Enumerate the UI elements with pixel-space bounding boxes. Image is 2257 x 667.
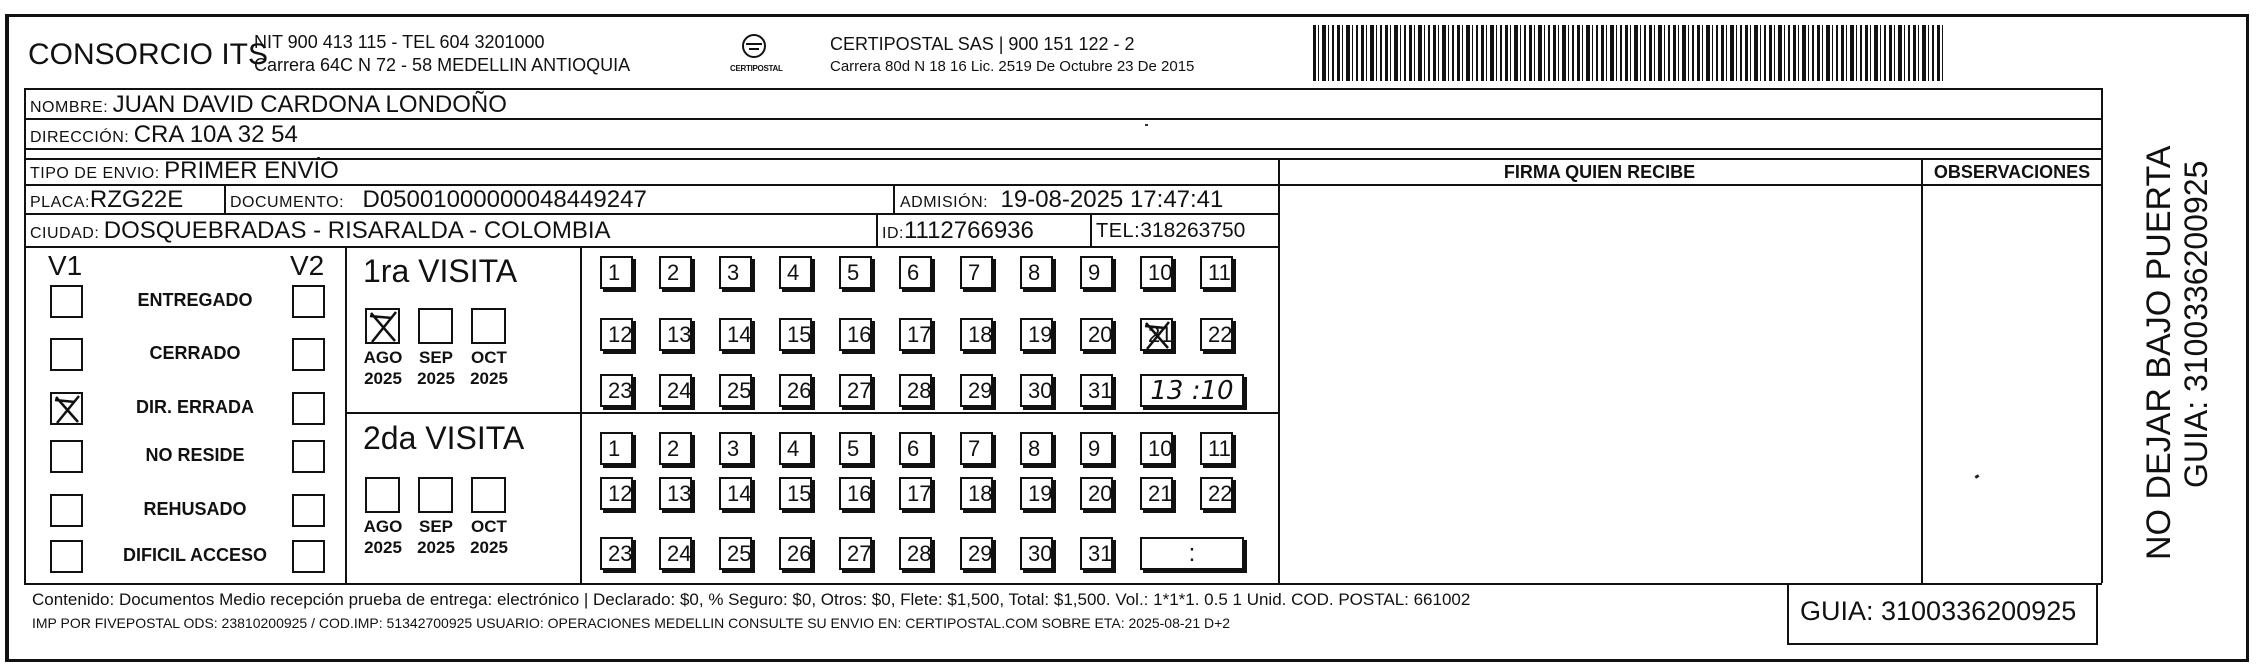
tipo-label: TIPO DE ENVIO: [30,165,160,182]
v2-checkbox-1[interactable] [292,338,325,371]
day-number: 25 [727,378,752,403]
day-number: 17 [907,322,932,347]
visit1-month-label [408,347,464,389]
month-name: SEP [418,517,454,536]
x-mark-icon [1142,320,1173,351]
visit2-day-20[interactable] [1080,477,1113,510]
day-number: 9 [1088,260,1101,285]
day-number: 21 [1148,481,1173,506]
visit2-day-10[interactable] [1140,432,1173,465]
side-warning: NO DEJAR BAJO PUERTA [2140,145,2178,560]
x-mark-icon [52,394,83,425]
month-name: AGO [363,517,403,536]
day-number: 14 [727,322,752,347]
visit1-month-checkbox-2[interactable] [471,308,506,344]
v2-checkbox-4[interactable] [292,494,325,527]
visit2-day-27[interactable] [839,537,872,570]
visit1-day-23[interactable] [600,374,633,407]
visit1-day-9[interactable] [1080,256,1113,289]
visit2-day-22[interactable] [1200,477,1233,510]
firma-header: FIRMA QUIEN RECIBE [1503,162,1696,182]
day-number: 31 [1088,541,1113,566]
visit2-day-15[interactable] [779,477,812,510]
month-name: AGO [363,348,403,367]
day-number: 11 [1208,436,1231,461]
day-number: 13 [667,322,692,347]
visit1-day-10[interactable] [1140,256,1173,289]
day-number: 13 [667,481,692,506]
day-number: 6 [907,260,920,285]
day-number: 22 [1208,481,1233,506]
pen-mark [1145,124,1148,126]
visit1-month-checkbox-0[interactable] [365,308,400,344]
visit2-day-12[interactable] [600,477,633,510]
visit1-day-6[interactable] [899,256,932,289]
visit2-day-30[interactable] [1020,537,1053,570]
tel-value: 318263750 [1140,219,1246,242]
visit2-day-11[interactable] [1200,432,1233,465]
visit2-day-18[interactable] [960,477,993,510]
visit1-day-19[interactable] [1020,318,1053,351]
visit1-day-11[interactable] [1200,256,1233,289]
day-number: 7 [968,436,981,461]
visit2-day-13[interactable] [659,477,692,510]
visit2-day-8[interactable] [1020,432,1053,465]
visit2-day-7[interactable] [960,432,993,465]
day-number: 24 [667,541,692,566]
visit1-day-12[interactable] [600,318,633,351]
visit2-day-2[interactable] [659,432,692,465]
visit2-day-3[interactable] [719,432,752,465]
certipostal-line2: Carrera 80d N 18 16 Lic. 2519 De Octubre 23 De 2015 [830,58,1195,75]
x-mark-icon [367,310,400,344]
status-label: DIFICIL ACCESO [122,545,267,565]
day-number: 19 [1028,322,1053,347]
visit1-day-21[interactable] [1140,318,1173,351]
day-number: 29 [968,378,993,403]
day-number: 1 [608,260,621,285]
admision-label: ADMISIÓN: [900,194,989,211]
id-row [882,217,1034,245]
visit1-day-2[interactable] [659,256,692,289]
nombre-row [30,91,507,119]
day-number: 26 [787,378,812,403]
visit1-day-7[interactable] [960,256,993,289]
day-number: 3 [727,260,740,285]
company-line2: Carrera 64C N 72 - 58 MEDELLIN ANTIOQUIA [254,55,631,75]
day-number: 20 [1088,322,1113,347]
ciudad-value: DOSQUEBRADAS - RISARALDA - COLOMBIA [103,217,611,244]
v2-checkbox-3[interactable] [292,440,325,473]
visit1-day-27[interactable] [839,374,872,407]
visit1-day-15[interactable] [779,318,812,351]
footer-guia: GUIA: 3100336200925 [1800,596,2077,626]
visit2-day-21[interactable] [1140,477,1173,510]
v1-checkbox-1[interactable] [50,338,83,371]
day-number: 4 [787,260,800,285]
day-number: 27 [847,378,872,403]
direccion-value: CRA 10A 32 54 [133,121,298,148]
visit1-day-18[interactable] [960,318,993,351]
visit1-title: 1ra VISITA [363,253,518,289]
visit2-day-24[interactable] [659,537,692,570]
month-year: 2025 [364,369,402,388]
documento-label: DOCUMENTO: [230,194,345,211]
day-number: 4 [787,436,800,461]
documento-value: D05001000000048449247 [362,186,647,213]
observaciones-header: OBSERVACIONES [1933,162,2091,182]
visit1-day-17[interactable] [899,318,932,351]
direccion-label: DIRECCIÓN: [30,129,130,146]
visit2-day-17[interactable] [899,477,932,510]
month-name: OCT [471,348,507,367]
visit2-day-29[interactable] [960,537,993,570]
status-label: ENTREGADO [137,290,253,310]
visit1-day-24[interactable] [659,374,692,407]
visit2-month-checkbox-1[interactable] [418,477,453,513]
v1-checkbox-3[interactable] [50,440,83,473]
company-line1: NIT 900 413 115 - TEL 604 3201000 [254,32,545,52]
day-number: 15 [787,481,812,506]
v1-checkbox-4[interactable] [50,494,83,527]
status-label: REHUSADO [143,499,247,519]
day-number: 29 [968,541,993,566]
visit1-day-5[interactable] [839,256,872,289]
admision-row [900,186,1223,214]
visit1-day-20[interactable] [1080,318,1113,351]
status-label: NO RESIDE [145,445,245,465]
day-number: 30 [1028,378,1053,403]
nombre-value: JUAN DAVID CARDONA LONDOÑO [112,91,507,118]
visit1-day-14[interactable] [719,318,752,351]
visit1-day-22[interactable] [1200,318,1233,351]
visit1-month-label [461,347,517,389]
visit1-day-13[interactable] [659,318,692,351]
certipostal-line1: CERTIPOSTAL SAS | 900 151 122 - 2 [830,34,1135,54]
day-number: 12 [608,481,633,506]
month-year: 2025 [470,369,508,388]
v1-checkbox-0[interactable] [50,285,83,318]
day-number: 22 [1208,322,1233,347]
visit1-day-26[interactable] [779,374,812,407]
day-number: 8 [1028,436,1041,461]
day-number: 12 [608,322,633,347]
placa-value: RZG22E [89,186,184,213]
visit2-time-box[interactable]: : [1140,537,1244,570]
day-number: 14 [727,481,752,506]
visit2-title: 2da VISITA [363,420,525,456]
documento-row [230,186,647,214]
visit2-day-19[interactable] [1020,477,1053,510]
visit1-day-3[interactable] [719,256,752,289]
month-year: 2025 [470,538,508,557]
day-number: 18 [968,322,993,347]
v1-heading: V1 [48,250,83,281]
month-name: OCT [471,517,507,536]
day-number: 23 [608,378,633,403]
tel-label: TEL: [1096,220,1141,242]
visit1-day-31[interactable] [1080,374,1113,407]
placa-label: PLACA: [30,194,90,211]
visit2-day-26[interactable] [779,537,812,570]
visit1-day-29[interactable] [960,374,993,407]
barcode [1313,25,1945,81]
v1-checkbox-2[interactable] [50,392,83,425]
visit1-day-30[interactable] [1020,374,1053,407]
visit1-month-checkbox-1[interactable] [418,308,453,344]
day-number: 28 [907,541,932,566]
visit2-day-23[interactable] [600,537,633,570]
day-number: 20 [1088,481,1113,506]
id-value: 1112766936 [903,217,1034,244]
day-number: 2 [667,436,680,461]
day-number: 7 [968,260,981,285]
day-number: 2 [667,260,680,285]
day-number: 26 [787,541,812,566]
visit2-day-6[interactable] [899,432,932,465]
day-number: 27 [847,541,872,566]
visit2-day-9[interactable] [1080,432,1113,465]
visit1-day-25[interactable] [719,374,752,407]
day-number: 15 [787,322,812,347]
admision-value: 19-08-2025 17:47:41 [1000,186,1224,213]
v1-checkbox-5[interactable] [50,540,83,573]
day-number: 19 [1028,481,1053,506]
visit2-day-16[interactable] [839,477,872,510]
day-number: 9 [1088,436,1101,461]
day-number: 24 [667,378,692,403]
day-number: 8 [1028,260,1041,285]
day-number: 6 [907,436,920,461]
visit1-day-1[interactable] [600,256,633,289]
day-number: 10 [1148,436,1173,461]
status-label: CERRADO [149,343,241,363]
visit2-day-1[interactable] [600,432,633,465]
footer-line1: Contenido: Documentos Medio recepción prueba de entrega: electrónico | Declarado: $0, % Seguro: $0, Otros: $0, Flete: $1,500, Total: $1,500. Vol.: 1*1*1. 0.5 1 Unid. COD. POSTAL: 661002 [32,590,1471,609]
footer-line2: IMP POR FIVEPOSTAL ODS: 23810200925 / COD.IMP: 51342700925 USUARIO: OPERACIONES MEDELLIN CONSULTE SU ENVIO EN: CERTIPOSTAL.COM SOBRE ETA: 2025-08-21 D+2 [32,615,1231,631]
logo-text: CERTIPOSTAL [730,64,783,73]
visit1-day-16[interactable] [839,318,872,351]
month-year: 2025 [417,369,455,388]
visit2-month-label [461,516,517,558]
company-name: CONSORCIO ITS [28,38,269,71]
visit2-month-label [355,516,411,558]
day-number: 10 [1148,260,1173,285]
visit2-day-14[interactable] [719,477,752,510]
id-label: ID: [882,225,904,242]
visit1-day-28[interactable] [899,374,932,407]
v2-heading: V2 [290,250,325,281]
day-number: 16 [847,322,872,347]
visit1-day-4[interactable] [779,256,812,289]
day-number: 18 [968,481,993,506]
day-number: 21 [1148,322,1173,347]
day-number: 25 [727,541,752,566]
v2-checkbox-2[interactable] [292,392,325,425]
side-guia: GUIA: 3100336200925 [2178,160,2214,488]
day-number: 17 [907,481,932,506]
visit1-time-box[interactable]: 13 :10 [1140,374,1244,407]
visit2-day-5[interactable] [839,432,872,465]
day-number: 31 [1088,378,1113,403]
visit2-day-31[interactable] [1080,537,1113,570]
visit2-day-4[interactable] [779,432,812,465]
certipostal-logo [730,33,783,73]
tipo-value: PRIMER ENVÍO [164,157,339,184]
status-label: DIR. ERRADA [135,397,254,417]
ciudad-row [30,217,611,245]
month-year: 2025 [417,538,455,557]
month-name: SEP [418,348,454,367]
day-number: 30 [1028,541,1053,566]
day-number: 23 [608,541,633,566]
day-number: 5 [847,260,860,285]
v2-checkbox-5[interactable] [292,540,325,573]
visit2-day-28[interactable] [899,537,932,570]
visit2-month-checkbox-2[interactable] [471,477,506,513]
day-number: 11 [1208,260,1231,285]
nombre-label: NOMBRE: [30,99,109,116]
day-number: 16 [847,481,872,506]
ciudad-label: CIUDAD: [30,225,100,242]
tel-row [1096,219,1245,243]
placa-row [30,186,183,214]
month-year: 2025 [364,538,402,557]
visit2-day-25[interactable] [719,537,752,570]
visit1-month-label [355,347,411,389]
day-number: 1 [608,436,621,461]
day-number: 28 [907,378,932,403]
visit2-month-label [408,516,464,558]
tipo-row [30,157,339,185]
day-number: 3 [727,436,740,461]
visit2-month-checkbox-0[interactable] [365,477,400,513]
direccion-row [30,121,298,149]
v2-checkbox-0[interactable] [292,285,325,318]
visit1-day-8[interactable] [1020,256,1053,289]
day-number: 5 [847,436,860,461]
